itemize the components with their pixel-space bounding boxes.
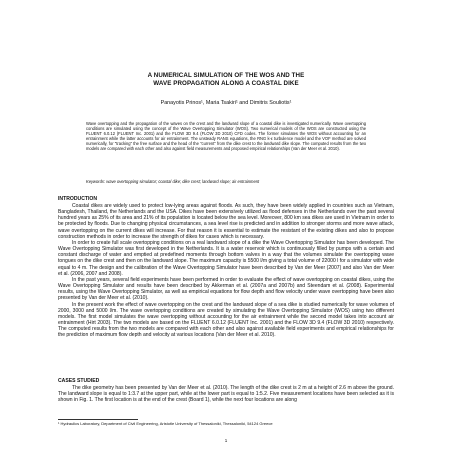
paragraph: In the present work the effect of wave overtopping on the crest and the landward slope of a sea dike is studied numerically for wave volumes of 2000, 3000 and 5000 l/m. The wave overtopping conditions are created by simulating the Wave Overtopping Simulator (WOS) using two different models. The first model simulates the wave overtopping without accounting for the air entrainment while the second model takes into account air entrainment (Hirt 2003). The two models are based on the FLUENT 6.0.12 (FLUENT Inc. 2001) and the FLOW 3D 9.4 (FLOW 3D 2010) respectively. The computed results from the two models are compared with each other and also against available field experiments and empirical relationships for the prediction of maximum flow depth and velocity at various locations (Van der Meer et al. 2010). <box>58 301 394 339</box>
paragraph: The dike geometry has been presented by Van der Meer et al. (2010). The length of the dike crest is 2 m at a height of 2.6 m above the ground. The landward slope is equal to 1:3.7 at the upper part, while at the lower part is equal to 1:5.2. Five measurement locations have been selected as it is shown in Fig. 1. The first location is at the end of the crest (Board 1), while the next four locations are along <box>58 385 394 404</box>
keywords: Keywords: wave overtopping simulator; coastal dike; dike crest; landward slope; air entrainment <box>86 179 260 184</box>
author-list: Panayotis Prinos¹, Maria Tsakiri¹ and Dimitris Souliotis¹ <box>160 100 292 106</box>
title-line-2: WAVE PROPAGATION ALONG A COASTAL DIKE <box>153 80 299 87</box>
footnote-divider <box>58 419 138 420</box>
footnote: ¹ Hydraulics Laboratory, Department of Civil Engineering, Aristotle University of Thessaloniki, Thessaloniki, 54124 Greece <box>58 421 273 426</box>
abstract: Wave overtopping and the propagation of the waves on the crest and the landward slope of a coastal dike is investigated numerically. Wave overtopping conditions are simulated using the concept of the Wave Overtopping Simulator (WOS). Two numerical models of the WOS are constructed using the FLUENT 6.0.12 (FLUENT Inc. 2001) and the FLOW 3D 9.4 (FLOW 3D 2010) CFD codes. The former simulates the WOS without accounting for an entrainment while the latter accounts for air entrainment. The unsteady RANS equations, the RNG k-ε turbulence model and the VOF method are solved numerically, for "tracking" the free surface and the head of the "current" from the dike crest to the landward dike slope. The computed results from the two models are compared with each other and also against field measurements and proposed empirical relationships (Van der Meer et al. 2010). <box>86 121 366 152</box>
title-line-1: A NUMERICAL SIMULATION OF THE WOS AND THE <box>147 72 305 79</box>
paragraph: In order to create full scale overtopping conditions on a real landward slope of a dike the Wave Overtopping Simulator has been developed. The Wave Overtopping Simulator was first developed in the Netherlands. It is a water reservoir which is continuously filled by pumps with a certain and constant discharge of water and emptied at predefined moments through bottom valves in a way that the volumes simulate the overtopping wave tongues on the dike crest and then on the landward slope. The maximum capacity is 5500 l/m giving a total volume of 22000 l for a simulator with wide equal to 4 m. The design and the calibration of the Wave Overtopping Simulator have been described by Van der Meer (2007) and also Van der Meer et al. (2006, 2007 and 2008). <box>58 239 394 277</box>
section-heading-cases-studied: CASES STUDIED <box>58 378 100 384</box>
paragraph: In the past years, several field experiments have been performed in order to evaluate the effect of wave overtopping on coastal dikes, using the Wave Overtopping Simulator and results have been described by Akkerman et al. (2007a and 2007b) and Steendam et al. (2008). Experimental results, using the Wave Overtopping Simulator, as well as empirical equations for flow depth and flow velocity under wave overtopping have been also presented by Van der Meer et al. (2010). <box>58 276 394 302</box>
page-number: 1 <box>224 438 228 443</box>
section-heading-introduction: INTRODUCTION <box>58 196 98 202</box>
paragraph: Coastal dikes are widely used to protect low-lying areas against floods. As such, they have been widely applied in countries such as Vietnam, Bangladesh, Thailand, the Netherlands and the USA. Dikes have been extensively utilized as flood defenses in the Netherlands over the past several hundred years as 25% of its area and 21% of its population is located below the sea level. Moreover, 800 km sea dikes are used in Vietnam in order to be protected by floods. Due to changing physical circumstances, a sea level rise is predicted and in addition to stronger storms and more wave attack, wave overtopping on the current dikes will increase. For that reason it is essential to estimate the resistant of the existing dikes and also to propose construction methods in order to increase the strength of dikes for cases which is necessary. <box>58 203 394 240</box>
introduction-body <box>58 203 394 338</box>
cases-studied-body <box>58 385 394 403</box>
paper-title <box>60 72 392 88</box>
